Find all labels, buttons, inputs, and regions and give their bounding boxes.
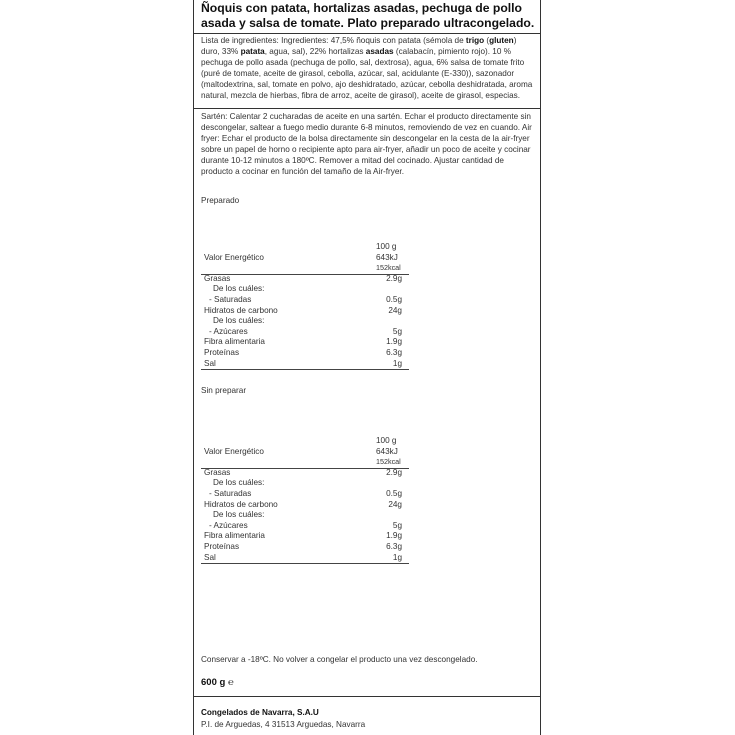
nutrient-value: 6.3g xyxy=(386,347,402,357)
allergen-gluten: gluten xyxy=(489,36,514,45)
nutrient-value: 2.9g xyxy=(386,467,402,477)
nutrient-label: Fibra alimentaria xyxy=(204,337,265,347)
nutrient-label: Sal xyxy=(204,358,216,368)
energy-kcal: 152kcal xyxy=(376,457,401,467)
nutrient-label: De los cuáles: xyxy=(213,284,265,294)
nutrient-label: Fibra alimentaria xyxy=(204,531,265,541)
ingredients-part: Lista de ingredientes: Ingredientes: 47,5% ñoquis con patata (sémola de xyxy=(201,36,466,45)
net-weight-value: 600 g xyxy=(201,677,226,688)
nutrient-label: Proteínas xyxy=(204,541,240,551)
nutrient-label: De los cuáles: xyxy=(213,316,265,326)
nutrient-label: Hidratos de carbono xyxy=(204,305,278,315)
ingredients-part: (calabacín, pimiento rojo). 10 % pechuga de pollo asada (pechuga de pollo, sal, dextrosa), agua, 6% salsa de tomate frito (puré de tomate, aceite de girasol, cebolla, azúcar, sal, acidulante (E-330)), sazonador (maltodextrina, sal, tomate en polvo, ajo deshidratado, azúcar, cebolla deshidratada, aroma natural, mezcla de hierbas, fibra de arroz, aceite de girasol), aceite de girasol, especias. xyxy=(201,47,533,100)
nutrient-value: 6.3g xyxy=(386,541,402,551)
nutrient-label: Grasas xyxy=(204,273,231,283)
nutrient-value: 0.5g xyxy=(386,488,402,498)
nutrient-label: Sal xyxy=(204,552,216,562)
nutrition-heading-unprepared: Sin preparar xyxy=(201,386,247,395)
nutrient-label: Hidratos de carbono xyxy=(204,499,278,509)
table-rule xyxy=(201,274,409,275)
table-rule xyxy=(201,468,409,469)
energy-kj: 643kJ xyxy=(376,252,398,262)
energy-kj: 643kJ xyxy=(376,446,398,456)
nutrient-label: - Saturadas xyxy=(209,294,252,304)
energy-label: Valor Energético xyxy=(204,446,264,456)
nutrient-value: 1.9g xyxy=(386,337,402,347)
nutrient-label: - Saturadas xyxy=(209,488,252,498)
nutrient-label: De los cuáles: xyxy=(213,510,265,520)
ingredient-patata: patata xyxy=(240,47,265,56)
company-address: P.I. de Arguedas, 4 31513 Arguedas, Navarra xyxy=(201,720,366,729)
nutrition-table-prepared xyxy=(201,242,537,369)
ingredients-text xyxy=(201,35,537,101)
divider xyxy=(194,33,540,34)
nutrient-label: - Azúcares xyxy=(209,326,248,336)
nutrient-value: 24g xyxy=(388,499,402,509)
energy-kcal: 152kcal xyxy=(376,263,401,273)
ingredients-part: ( xyxy=(484,36,490,45)
divider xyxy=(194,696,540,697)
table-rule xyxy=(201,563,409,564)
nutrient-value: 1.9g xyxy=(386,531,402,541)
estimated-sign-icon: ℮ xyxy=(227,677,234,688)
nutrition-heading-prepared: Preparado xyxy=(201,196,240,205)
cooking-instructions: Sartén: Calentar 2 cucharadas de aceite en una sartén. Echar el producto directamente sin descongelar, saltear a fuego medio durante 6-8 minutos, removiendo de vez en cuando. Air fryer: Echar el producto de la bolsa directamente sin descongelar en la cesta de la air-fryer sobre un papel de horno o recipiente apto para air-fryer, añadir un poco de aceite y cocinar durante 10-12 minutos a 180ºC. Remover a mitad del cocinado. Ajustar cantidad de producto a cocinar en función del tamaño de la Air-fryer. xyxy=(201,112,532,176)
product-label-card xyxy=(193,0,541,735)
nutrition-per: 100 g xyxy=(376,242,397,251)
nutrient-value: 5g xyxy=(392,326,402,336)
table-rule xyxy=(201,369,409,370)
storage-instructions: Conservar a -18ºC. No volver a congelar el producto una vez descongelado. xyxy=(201,655,478,664)
nutrient-value: 5g xyxy=(392,520,402,530)
nutrient-label: Proteínas xyxy=(204,347,240,357)
ingredients-part: ) duro, 33% xyxy=(201,36,517,56)
ingredient-asadas: asadas xyxy=(365,47,394,56)
energy-label: Valor Energético xyxy=(204,252,264,262)
product-title: Ñoquis con patata, hortalizas asadas, pechuga de pollo asada y salsa de tomate. Plato preparado ultracongelado. xyxy=(201,1,535,30)
nutrient-value: 0.5g xyxy=(386,294,402,304)
nutrient-label: De los cuáles: xyxy=(213,478,265,488)
company-name: Congelados de Navarra, S.A.U xyxy=(201,708,319,717)
divider xyxy=(194,108,540,109)
nutrient-value: 24g xyxy=(388,305,402,315)
nutrient-value: 1g xyxy=(392,358,402,368)
nutrient-value: 2.9g xyxy=(386,273,402,283)
nutrition-per: 100 g xyxy=(376,436,397,445)
allergen-trigo: trigo xyxy=(465,36,485,45)
nutrient-value: 1g xyxy=(392,552,402,562)
ingredients-part: , agua, sal), 22% hortalizas xyxy=(264,47,366,56)
nutrient-label: - Azúcares xyxy=(209,520,248,530)
net-weight xyxy=(201,677,537,688)
nutrient-label: Grasas xyxy=(204,467,231,477)
nutrition-table-unprepared xyxy=(201,436,537,563)
